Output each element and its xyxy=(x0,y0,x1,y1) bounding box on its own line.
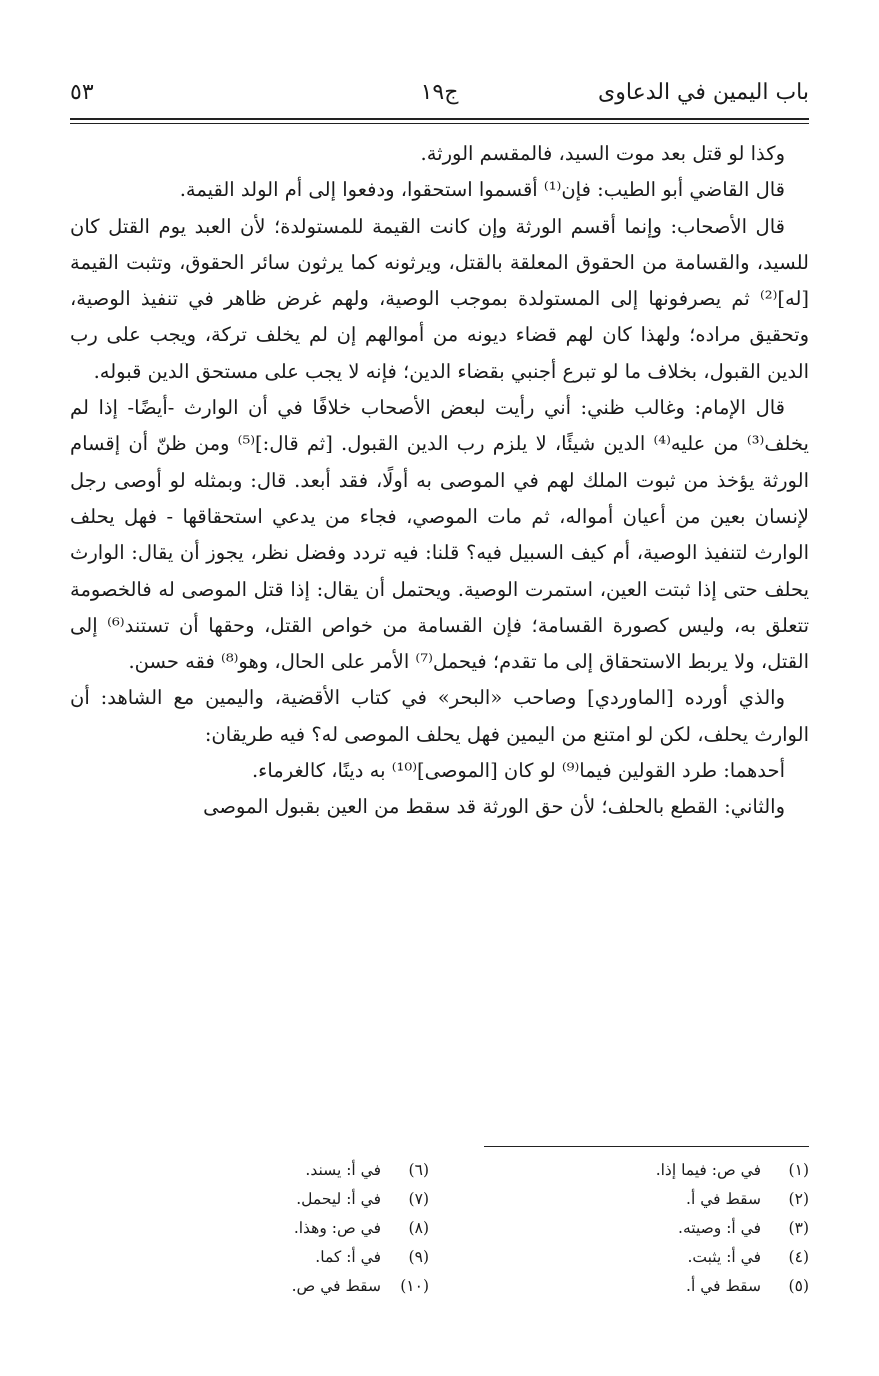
running-header xyxy=(70,80,809,114)
footnote-number: (٤) xyxy=(788,1248,809,1266)
footnote-item xyxy=(89,1214,429,1243)
footnote-item xyxy=(89,1185,429,1214)
volume-number: ج١٩ xyxy=(420,80,459,105)
footnote-text: سقط في أ. xyxy=(686,1190,761,1208)
footnote-text: في أ: ليحمل. xyxy=(296,1190,381,1208)
footnote-text: سقط في ص. xyxy=(291,1277,381,1295)
footnote-number: (٣) xyxy=(788,1219,809,1237)
paragraph: وكذا لو قتل بعد موت السيد، فالمقسم الورثة. xyxy=(420,142,785,165)
footnote-number: (٥) xyxy=(788,1277,809,1295)
paragraph: قال الإمام: وغالب ظني: أني رأيت لبعض الأصحاب خلافًا في أن الوارث -أيضًا- إذا لم يخلف⁽³⁾ من عليه⁽⁴⁾ الدين شيئًا، لا يلزم رب الدين القبول. [ثم قال:]⁽⁵⁾ ومن ظنّ أن إقسام الورثة يؤخذ من ثبوت الملك لهم في الموصى به أولًا، فقد أبعد. قال: وبمثله لو أوصى رجل لإنسان بعين من أعيان أمواله، ثم مات الموصي، فجاء من يدعي استحقاقها - فهل يحلف الوارث لتنفيذ الوصية، أم كيف السبيل فيه؟ قلنا: فيه تردد وفضل نظر، يجوز أن يقال: الوارث يحلف حتى إذا ثبتت العين، استمرت الوصية. ويحتمل أن يقال: إذا قتل الموصى له فالخصومة تتعلق به، وليس كصورة القسامة؛ فإن القسامة من خواص القتل، وحقها أن تستند⁽⁶⁾ إلى القتل، ولا يربط الاستحقاق إلى ما تقدم؛ فيحمل⁽⁷⁾ الأمر على الحال، وهو⁽⁸⁾ فقه حسن. xyxy=(70,396,809,674)
page-number: ٥٣ xyxy=(70,80,94,105)
chapter-title: باب اليمين في الدعاوى xyxy=(598,80,809,105)
footnote-text: في ص: وهذا. xyxy=(293,1219,381,1237)
footnote-item xyxy=(89,1156,429,1185)
paragraph: قال القاضي أبو الطيب: فإن⁽¹⁾ أقسموا استحقوا، ودفعوا إلى أم الولد القيمة. xyxy=(179,178,785,202)
footnote-text: في ص: فيما إذا. xyxy=(655,1161,761,1179)
main-text xyxy=(70,136,809,1096)
header-rule-thin xyxy=(70,123,809,124)
footnote-item xyxy=(89,1272,429,1301)
paragraph: أحدهما: طرد القولين فيما⁽⁹⁾ لو كان [الموصى]⁽¹⁰⁾ به دينًا، كالغرماء. xyxy=(251,759,785,783)
footnote-item xyxy=(469,1272,809,1301)
footnote-number: (٢) xyxy=(788,1190,809,1208)
header-rule-thick xyxy=(70,118,809,120)
footnote-number: (٦) xyxy=(408,1161,429,1179)
footnote-item xyxy=(469,1156,809,1185)
paragraph: قال الأصحاب: وإنما أقسم الورثة وإن كانت القيمة للمستولدة؛ لأن العبد يوم القتل كان للسيد، والقسامة من الحقوق المعلقة بالقتل، ويرثونه كما يرثون سائر الحقوق، وتثبت القيمة [له]⁽²⁾ ثم يصرفونها إلى المستولدة بموجب الوصية، ولهم غرض ظاهر في تنفيذ الوصية، وتحقيق مراده؛ ولهذا كان لهم قضاء ديونه من أموالهم إن لم يخلف تركة، ويجب على رب الدين القبول، بخلاف ما لو تبرع أجنبي بقضاء الدين؛ فإنه لا يجب على مستحق الدين قبوله. xyxy=(70,214,809,383)
footnote-column-right xyxy=(469,1156,809,1301)
paragraph: والذي أورده [الماوردي] وصاحب «البحر» في كتاب الأقضية، واليمين مع الشاهد: أن الوارث يحلف، لكن لو امتنع من اليمين فهل يحلف الموصى له؟ فيه طريقان: xyxy=(70,686,809,746)
footnote-separator xyxy=(484,1146,809,1147)
footnote-number: (٩) xyxy=(408,1248,429,1266)
footnote-text: في أ: وصيته. xyxy=(678,1219,761,1237)
footnote-item xyxy=(469,1185,809,1214)
footnote-number: (١) xyxy=(788,1161,809,1179)
footnote-text: في أ: يسند. xyxy=(305,1161,381,1179)
footnote-item xyxy=(469,1214,809,1243)
footnote-number: (٧) xyxy=(408,1190,429,1208)
footnote-text: في أ: كما. xyxy=(315,1248,381,1266)
footnote-item xyxy=(469,1243,809,1272)
footnote-number: (٨) xyxy=(408,1219,429,1237)
footnote-number: (١٠) xyxy=(400,1277,429,1295)
footnote-text: سقط في أ. xyxy=(686,1277,761,1295)
footnote-column-left xyxy=(89,1156,429,1301)
paragraph: والثاني: القطع بالحلف؛ لأن حق الورثة قد سقط من العين بقبول الموصى xyxy=(203,795,785,819)
footnote-item xyxy=(89,1243,429,1272)
footnote-text: في أ: يثبت. xyxy=(687,1248,761,1266)
